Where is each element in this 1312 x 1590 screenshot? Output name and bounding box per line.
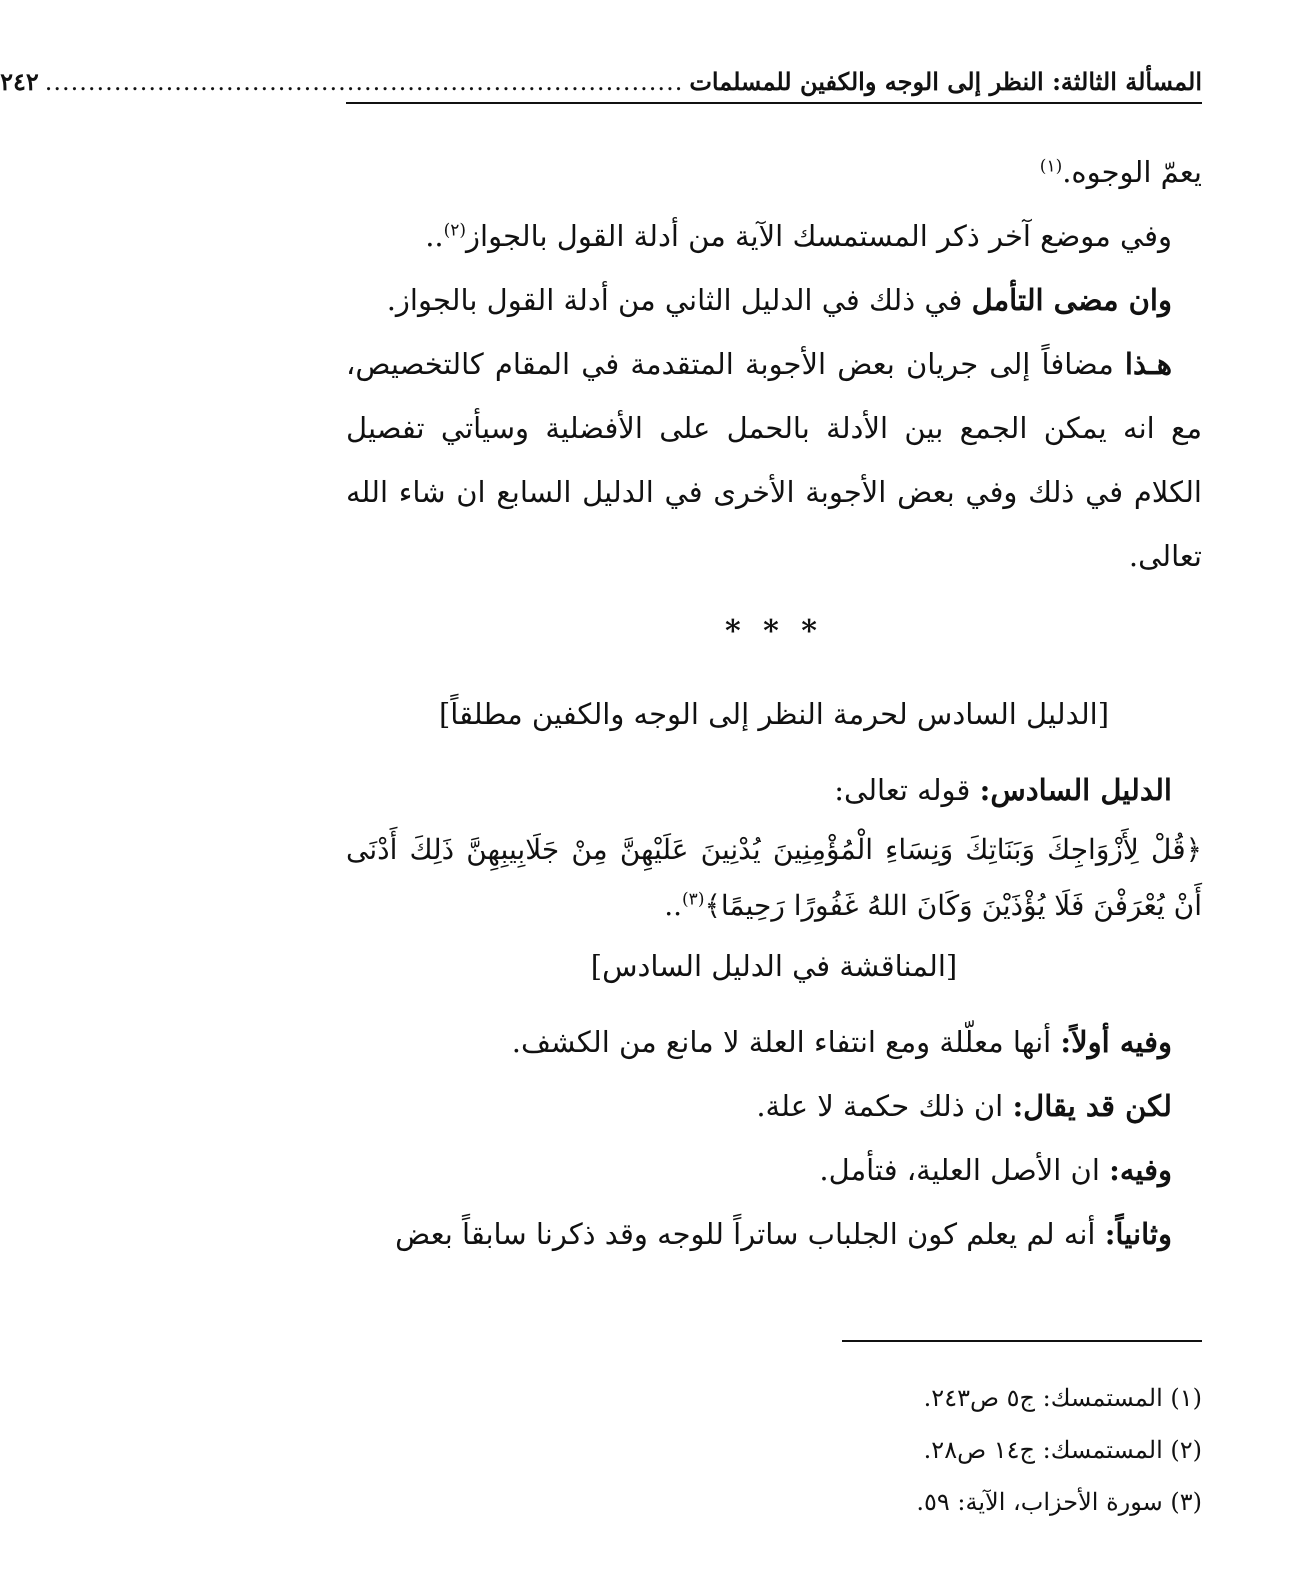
footnote-divider xyxy=(842,1340,1202,1342)
verse-text: ﴿قُلْ لِأَزْوَاجِكَ وَبَنَاتِكَ وَنِسَاءِ الْمُؤْمِنِينَ يُدْنِينَ عَلَيْهِنَّ مِنْ جَلَابِيبِهِنَّ ذَلِكَ أَدْنَى أَنْ يُعْرَفْنَ فَلَا يُؤْذَيْنَ وَكَانَ اللهُ غَفُورًا رَحِيمًا﴾ xyxy=(346,833,1202,922)
para4-bold: هـذا xyxy=(1124,347,1172,381)
paragraph-5 xyxy=(346,758,1202,822)
para3-bold: وان مضى التأمل xyxy=(971,283,1172,317)
para7-text: ان ذلك حكمة لا علة. xyxy=(756,1089,1013,1123)
paragraph-9 xyxy=(346,1202,1202,1266)
paragraph-3 xyxy=(346,268,1202,332)
footnote-1: (١) المستمسك: ج٥ ص٢٤٣. xyxy=(923,1384,1202,1412)
header-leader-dots: .......................................................................... xyxy=(44,68,684,96)
paragraph-7 xyxy=(346,1074,1202,1138)
page-number: ٢٤٢ xyxy=(0,67,39,96)
page-body xyxy=(346,140,1202,1266)
footnote-ref-3: (٣) xyxy=(682,889,705,910)
section-heading-1: [الدليل السادس لحرمة النظر إلى الوجه والكفين مطلقاً] xyxy=(438,697,1110,731)
para6-bold: وفيه أولاً: xyxy=(1060,1025,1172,1059)
para5-text: قوله تعالى: xyxy=(834,773,980,807)
para4-text: مضافاً إلى جريان بعض الأجوبة المتقدمة في المقام كالتخصيص، مع انه يمكن الجمع بين الأدلة بالحمل على الأفضلية وسيأتي تفصيل الكلام في ذلك وفي بعض الأجوبة الأخرى في الدليل السابع ان شاء الله تعالى. xyxy=(346,347,1202,573)
running-header xyxy=(0,56,1202,104)
para1-text: يعمّ الوجوه. xyxy=(1062,155,1202,189)
para7-bold: لكن قد يقال: xyxy=(1012,1089,1172,1123)
para8-bold: وفيه: xyxy=(1109,1153,1172,1187)
paragraph-1 xyxy=(346,140,1202,204)
paragraph-4 xyxy=(346,332,1202,588)
footnotes xyxy=(346,1372,1202,1528)
paragraph-2 xyxy=(346,204,1202,268)
para9-bold: وثانياً: xyxy=(1104,1217,1172,1251)
para2-text: وفي موضع آخر ذكر المستمسك الآية من أدلة القول بالجواز xyxy=(466,219,1172,253)
para5-bold: الدليل السادس: xyxy=(979,773,1172,807)
header-title: المسألة الثالثة: النظر إلى الوجه والكفين للمسلمات xyxy=(689,67,1202,96)
section-separator: * * * xyxy=(725,614,823,649)
para2-tail: .. xyxy=(425,219,444,253)
footnote-3: (٣) سورة الأحزاب، الآية: ٥٩. xyxy=(916,1488,1202,1516)
footnote-2: (٢) المستمسك: ج١٤ ص٢٨. xyxy=(923,1436,1202,1464)
para8-text: ان الأصل العلية، فتأمل. xyxy=(819,1153,1110,1187)
para6-text: أنها معلّلة ومع انتفاء العلة لا مانع من الكشف. xyxy=(511,1025,1061,1059)
para3-text: في ذلك في الدليل الثاني من أدلة القول بالجواز. xyxy=(386,283,972,317)
verse-tail: .. xyxy=(664,889,683,922)
paragraph-8 xyxy=(346,1138,1202,1202)
footnote-ref-1: (١) xyxy=(1039,156,1063,177)
footnote-ref-2: (٢) xyxy=(443,220,467,241)
para9-text: أنه لم يعلم كون الجلباب ساتراً للوجه وقد ذكرنا سابقاً بعض xyxy=(395,1217,1105,1251)
quran-verse xyxy=(346,822,1202,934)
paragraph-6 xyxy=(346,1010,1202,1074)
section-heading-2: [المناقشة في الدليل السادس] xyxy=(590,949,958,983)
